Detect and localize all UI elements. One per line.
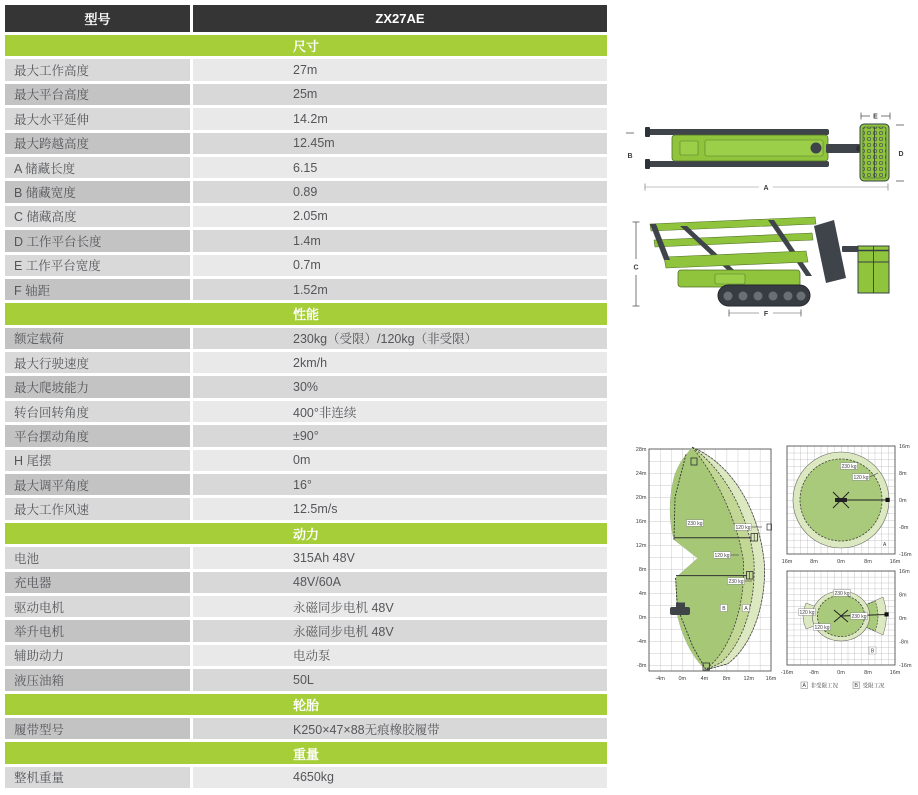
y-tick: -16m xyxy=(899,552,912,558)
spec-row xyxy=(5,425,607,446)
spec-label: 辅助动力 xyxy=(5,645,190,666)
spec-value: 12.45m xyxy=(193,133,607,154)
spec-label: 最大水平延伸 xyxy=(5,108,190,129)
svg-text:230 kg: 230 kg xyxy=(687,520,703,527)
spec-row xyxy=(5,206,607,227)
svg-text:230 kg: 230 kg xyxy=(728,578,744,585)
x-tick: 8m xyxy=(810,559,818,565)
spec-label: H 尾摆 xyxy=(5,450,190,471)
spec-row xyxy=(5,181,607,202)
svg-text:230 kg: 230 kg xyxy=(834,590,850,597)
load-label xyxy=(834,590,851,597)
spec-label: 最大工作高度 xyxy=(5,59,190,80)
spec-value: 48V/60A xyxy=(193,572,607,593)
spec-value: 14.2m xyxy=(193,108,607,129)
load-label xyxy=(851,613,868,620)
spec-label: 履带型号 xyxy=(5,718,190,739)
svg-text:230 kg: 230 kg xyxy=(841,463,857,470)
x-tick: 4m xyxy=(700,676,709,682)
y-tick: 24m xyxy=(635,471,647,477)
spec-label: 驱动电机 xyxy=(5,596,190,617)
spec-value: 230kg（受限）/120kg（非受限） xyxy=(193,328,607,349)
machine-top-view xyxy=(626,113,904,192)
spec-row xyxy=(5,59,607,80)
spec-label: 平台摆动角度 xyxy=(5,425,190,446)
legend-item-a xyxy=(801,681,839,689)
y-axis-labels xyxy=(899,569,912,669)
y-tick: -8m xyxy=(899,639,909,646)
spec-value: K250×47×88无痕橡胶履带 xyxy=(193,718,607,739)
spec-row xyxy=(5,108,607,129)
svg-text:120 kg: 120 kg xyxy=(735,524,751,531)
x-tick: -4m xyxy=(655,676,665,682)
y-tick: 28m xyxy=(635,447,647,453)
x-tick: 16m xyxy=(889,670,901,676)
section-header: 动力 xyxy=(5,523,607,544)
spec-label: 充电器 xyxy=(5,572,190,593)
x-tick: 16m xyxy=(765,676,777,682)
x-axis-labels xyxy=(781,670,901,676)
dimension-b xyxy=(626,133,634,160)
y-axis-labels xyxy=(636,447,647,669)
spec-row xyxy=(5,669,607,690)
svg-text:120 kg: 120 kg xyxy=(714,552,730,559)
dim-label-a: A xyxy=(763,184,769,192)
x-tick: 8m xyxy=(864,559,872,565)
y-tick: 20m xyxy=(635,495,647,501)
spec-value: 30% xyxy=(193,376,607,397)
spec-label: D 工作平台长度 xyxy=(5,230,190,251)
x-tick: 16m xyxy=(889,559,901,565)
x-tick: 8m xyxy=(722,676,731,682)
spec-label: 最大行驶速度 xyxy=(5,352,190,373)
spec-row xyxy=(5,572,607,593)
spec-value: 1.52m xyxy=(193,279,607,300)
spec-row xyxy=(5,133,607,154)
spec-label: 额定载荷 xyxy=(5,328,190,349)
spec-label: B 储藏宽度 xyxy=(5,181,190,202)
section-header: 尺寸 xyxy=(5,35,607,56)
svg-text:120 kg: 120 kg xyxy=(853,474,869,481)
spec-row xyxy=(5,157,607,178)
y-tick: 16m xyxy=(899,444,910,450)
spec-value: 315Ah 48V xyxy=(193,547,607,568)
spec-value: 4650kg xyxy=(193,767,607,788)
y-tick: -4m xyxy=(637,639,647,645)
x-tick: 0m xyxy=(837,670,845,676)
svg-text:B: B xyxy=(870,648,875,655)
spec-label: 液压油箱 xyxy=(5,669,190,690)
svg-text:120 kg: 120 kg xyxy=(799,609,815,616)
section-header: 重量 xyxy=(5,742,607,763)
y-tick: -16m xyxy=(899,663,912,669)
legend-item-b xyxy=(853,681,885,689)
x-tick: -8m xyxy=(809,670,819,676)
spec-row xyxy=(5,84,607,105)
x-axis-labels xyxy=(655,676,776,682)
y-tick: -8m xyxy=(637,663,647,669)
legend-label: 受限工况 xyxy=(862,683,885,690)
spec-value: 永磁同步电机 48V xyxy=(193,620,607,641)
zone-tag-b xyxy=(869,647,876,655)
legend-tag: A xyxy=(802,683,807,690)
spec-row xyxy=(5,718,607,739)
x-tick: 0m xyxy=(678,676,687,682)
spec-label: 最大工作风速 xyxy=(5,498,190,519)
spec-table xyxy=(5,5,607,788)
spec-value: 0.7m xyxy=(193,255,607,276)
dimension-d xyxy=(896,125,904,181)
spec-label: 最大爬坡能力 xyxy=(5,376,190,397)
dim-label-d: D xyxy=(898,151,904,158)
machine-side-view xyxy=(633,217,890,318)
x-tick: 12m xyxy=(743,676,755,682)
spec-row xyxy=(5,596,607,617)
spec-row xyxy=(5,279,607,300)
spec-value: 6.15 xyxy=(193,157,607,178)
spec-value: 25m xyxy=(193,84,607,105)
y-tick: 8m xyxy=(899,592,907,599)
spec-label: F 轴距 xyxy=(5,279,190,300)
svg-text:230 kg: 230 kg xyxy=(851,613,867,620)
spec-label: 举升电机 xyxy=(5,620,190,641)
x-tick: -16m xyxy=(780,670,794,676)
spec-row xyxy=(5,352,607,373)
spec-value: 16° xyxy=(193,474,607,495)
spec-value: 1.4m xyxy=(193,230,607,251)
spec-value: 12.5m/s xyxy=(193,498,607,519)
spec-value: 0m xyxy=(193,450,607,471)
dimension-e xyxy=(861,113,890,121)
load-label xyxy=(814,624,831,631)
spec-value: 27m xyxy=(193,59,607,80)
spec-row xyxy=(5,498,607,519)
machine-dimension-diagram xyxy=(620,100,918,330)
spec-label: A 储藏长度 xyxy=(5,157,190,178)
x-tick: 16m xyxy=(781,559,793,565)
spec-value: 2km/h xyxy=(193,352,607,373)
spec-label: 电池 xyxy=(5,547,190,568)
load-label xyxy=(687,520,704,527)
legend-tag: B xyxy=(854,683,859,690)
x-tick: 8m xyxy=(864,670,872,676)
spec-row xyxy=(5,255,607,276)
y-tick: 16m xyxy=(635,519,647,525)
y-axis-labels xyxy=(899,444,912,558)
legend-label: 非受限工况 xyxy=(810,683,839,690)
model-value-cell: ZX27AE xyxy=(193,5,607,32)
svg-text:A: A xyxy=(744,606,748,612)
spec-row xyxy=(5,230,607,251)
y-tick: -8m xyxy=(899,525,909,531)
spec-row xyxy=(5,401,607,422)
zone-tag-b xyxy=(720,605,727,613)
spec-value: 2.05m xyxy=(193,206,607,227)
spec-label: 转台回转角度 xyxy=(5,401,190,422)
table-header-row xyxy=(5,5,607,32)
spec-label: 整机重量 xyxy=(5,767,190,788)
dim-label-b: B xyxy=(627,153,633,160)
spec-value: ±90° xyxy=(193,425,607,446)
y-tick: 12m xyxy=(635,543,647,549)
spec-value: 电动泵 xyxy=(193,645,607,666)
dimension-f xyxy=(729,309,801,318)
spec-label: 最大平台高度 xyxy=(5,84,190,105)
spec-value: 50L xyxy=(193,669,607,690)
spec-row xyxy=(5,376,607,397)
y-tick: 8m xyxy=(899,471,907,477)
zone-tag-a: A xyxy=(883,542,887,548)
dim-label-f: F xyxy=(763,310,769,318)
spec-row xyxy=(5,450,607,471)
top-view-sector-chart xyxy=(779,567,918,698)
zone-tag-a xyxy=(743,605,750,613)
spec-row xyxy=(5,547,607,568)
spec-label: 最大调平角度 xyxy=(5,474,190,495)
section-header: 性能 xyxy=(5,303,607,324)
x-tick: 0m xyxy=(837,559,845,565)
spec-label: C 储藏高度 xyxy=(5,206,190,227)
spec-row xyxy=(5,620,607,641)
spec-row xyxy=(5,328,607,349)
x-axis-labels xyxy=(782,559,901,565)
dimension-a xyxy=(645,183,888,192)
spec-value: 永磁同步电机 48V xyxy=(193,596,607,617)
section-header: 轮胎 xyxy=(5,694,607,715)
spec-value: 400°非连续 xyxy=(193,401,607,422)
dim-label-c: C xyxy=(633,264,639,272)
dimension-c xyxy=(633,222,640,306)
spec-label: E 工作平台宽度 xyxy=(5,255,190,276)
load-label xyxy=(799,609,816,616)
spec-row xyxy=(5,767,607,788)
model-label-cell: 型号 xyxy=(5,5,190,32)
y-tick: 4m xyxy=(638,591,647,597)
y-tick: 8m xyxy=(638,567,647,573)
top-view-rotation-chart xyxy=(779,436,918,567)
dim-label-e: E xyxy=(873,113,878,121)
spec-label: 最大跨越高度 xyxy=(5,133,190,154)
zone-legend xyxy=(801,681,885,689)
side-envelope-chart xyxy=(629,441,780,695)
svg-text:120 kg: 120 kg xyxy=(814,624,830,631)
load-label xyxy=(841,463,858,470)
y-tick: 0m xyxy=(899,616,907,622)
y-tick: 0m xyxy=(638,615,647,621)
y-tick: 0m xyxy=(899,498,907,504)
svg-text:B: B xyxy=(722,606,726,612)
spec-value: 0.89 xyxy=(193,181,607,202)
y-tick: 16m xyxy=(899,569,910,575)
spec-row xyxy=(5,474,607,495)
spec-row xyxy=(5,645,607,666)
